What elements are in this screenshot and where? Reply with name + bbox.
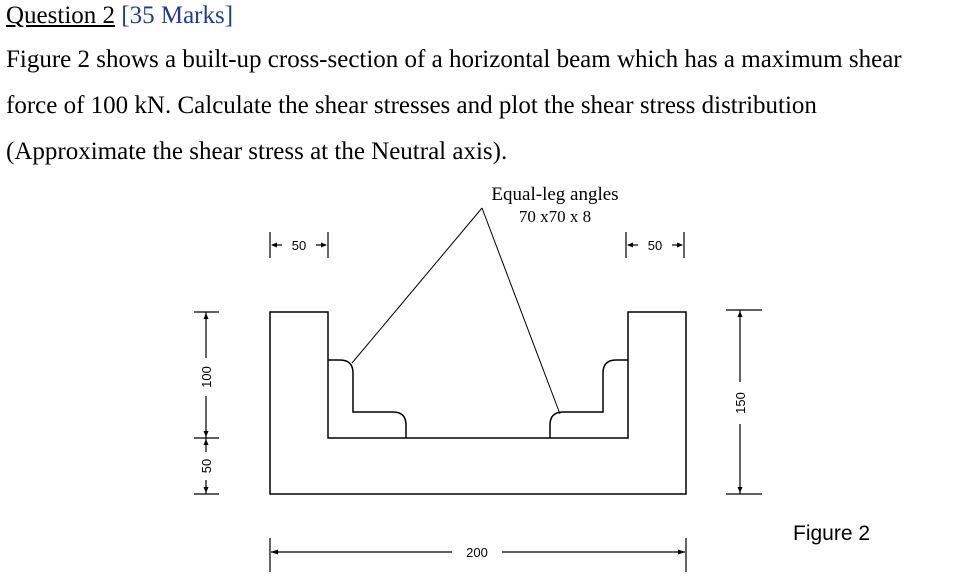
left-angle-section <box>328 360 406 438</box>
arrow-head <box>738 487 743 493</box>
angle-leader-left <box>352 208 482 363</box>
right-angle-section <box>550 360 628 438</box>
channel-section-outline <box>270 312 686 494</box>
figure-caption: Figure 2 <box>793 522 871 545</box>
question-text-line-2: force of 100 kN. Calculate the shear stresses and plot the shear stress distribution <box>6 92 817 119</box>
arrow-head <box>204 487 209 493</box>
arrow-head <box>271 243 277 248</box>
arrow-head <box>738 311 743 317</box>
arrow-head <box>204 439 209 445</box>
dim-label-left-upper: 100 <box>199 366 214 388</box>
angle-label-line-1: Equal-leg angles <box>491 184 619 205</box>
question-text-line-3: (Approximate the shear stress at the Neutral axis). <box>6 138 508 165</box>
question-text-line-1: Figure 2 shows a built-up cross-section of a horizontal beam which has a maximum shear <box>6 46 902 73</box>
arrow-head <box>677 243 683 248</box>
arrow-head <box>204 313 209 319</box>
dim-label-left-lower: 50 <box>199 458 214 474</box>
angle-label-line-2: 70 x70 x 8 <box>518 207 592 226</box>
dim-label-bottom: 200 <box>466 545 488 560</box>
question-title: Question 2 <box>6 2 116 29</box>
dim-label-top-right: 50 <box>647 238 663 253</box>
dim-label-right: 150 <box>733 392 748 414</box>
arrow-head <box>678 550 685 555</box>
arrow-head <box>321 243 327 248</box>
dim-label-top-left: 50 <box>291 238 307 253</box>
arrow-head <box>627 243 633 248</box>
arrow-head <box>271 550 278 555</box>
arrow-head <box>204 431 209 437</box>
angle-leader-right <box>482 208 560 414</box>
question-marks: [35 Marks] <box>121 2 234 29</box>
